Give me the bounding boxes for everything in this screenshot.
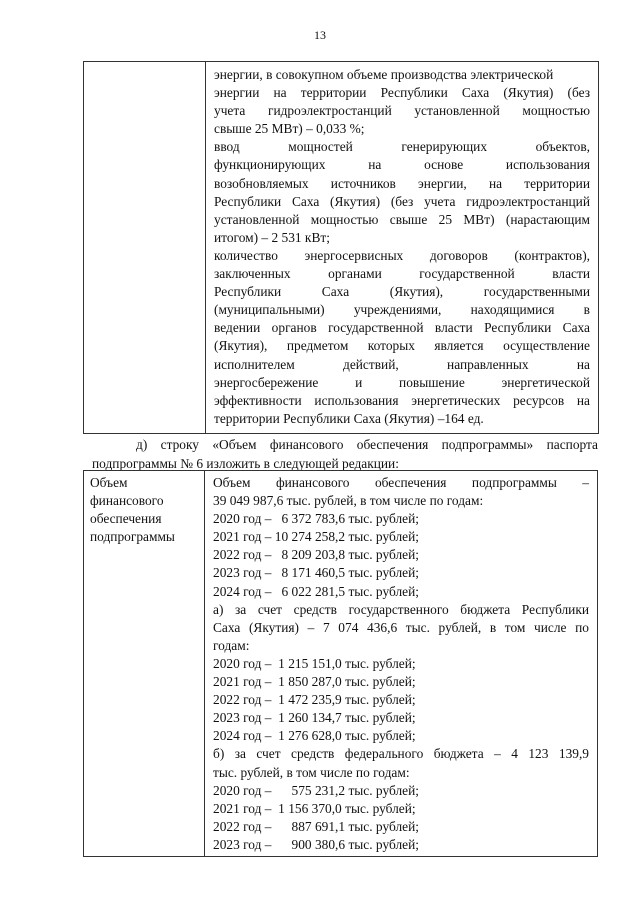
text-line: функционирующих на основе использования — [214, 157, 590, 173]
text-line: 2022 год – 887 691,1 тыс. рублей; — [213, 818, 419, 834]
text-line: (муниципальными) учреждениями, находящимися в — [214, 302, 590, 318]
text-line: свыше 25 МВт) – 0,033 %; — [214, 121, 365, 137]
funding-label-cell — [84, 471, 205, 857]
text-line: 2023 год – 8 171 460,5 тыс. рублей; — [213, 565, 419, 581]
table-right-cell — [206, 62, 599, 434]
text-line: Республики Саха (Якутия), государственными — [214, 284, 590, 300]
text-line: Республики Саха (Якутия) (без учета гидроэлектростанций — [214, 193, 590, 209]
text-line: 2022 год – 8 209 203,8 тыс. рублей; — [213, 547, 419, 563]
text-line: б) за счет средств федерального бюджета – 4 123 139,9 — [213, 746, 589, 762]
text-line: энергосбережение и повышение энергетической — [214, 374, 590, 390]
text-line: 2022 год – 1 472 235,9 тыс. рублей; — [213, 692, 416, 708]
table-left-cell — [84, 62, 206, 434]
text-line: а) за счет средств государственного бюджета Республики — [213, 601, 589, 617]
amendment-paragraph — [92, 436, 598, 473]
text-line: 2023 год – 1 260 134,7 тыс. рублей; — [213, 710, 416, 726]
text-line: энергии, в совокупном объеме производства электрической — [214, 67, 554, 82]
text-line: эффективности использования энергетических ресурсов на — [214, 392, 590, 408]
text-line: 2021 год – 10 274 258,2 тыс. рублей; — [213, 529, 419, 545]
text-line: 39 049 987,6 тыс. рублей, в том числе по годам: — [213, 493, 484, 509]
funding-value-cell — [205, 471, 598, 857]
text-line: 2021 год – 1 156 370,0 тыс. рублей; — [213, 800, 416, 816]
label-line: Объем — [90, 475, 128, 490]
text-line: итогом) – 2 531 кВт; — [214, 229, 330, 245]
text-line: Саха (Якутия) – 7 074 436,6 тыс. рублей, в том числе по — [213, 619, 589, 635]
text-line: 2024 год – 6 022 281,5 тыс. рублей; — [213, 583, 419, 599]
paragraph-line: подпрограммы № 6 изложить в следующей редакции: — [92, 455, 399, 471]
text-line: установленной мощностью свыше 25 МВт) (нарастающим — [214, 211, 590, 227]
text-line: 2021 год – 1 850 287,0 тыс. рублей; — [213, 674, 416, 690]
text-line: 2020 год – 1 215 151,0 тыс. рублей; — [213, 655, 416, 671]
continuation-table — [83, 61, 599, 434]
text-line: энергии на территории Республики Саха (Якутия) (без — [214, 85, 590, 101]
text-line: 2020 год – 575 231,2 тыс. рублей; — [213, 782, 419, 798]
label-line: обеспечения — [90, 511, 162, 527]
text-line: тыс. рублей, в том числе по годам: — [213, 764, 410, 780]
text-line: территории Республики Саха (Якутия) –164 ед. — [214, 410, 484, 426]
text-line: 2024 год – 1 276 628,0 тыс. рублей; — [213, 728, 416, 744]
text-line: возобновляемых источников энергии, на территории — [214, 175, 590, 191]
label-line: финансового — [90, 493, 164, 509]
text-line: 2023 год – 900 380,6 тыс. рублей; — [213, 836, 419, 852]
text-line: 2020 год – 6 372 783,6 тыс. рублей; — [213, 511, 419, 527]
text-line: Объем финансового обеспечения подпрограммы – — [213, 475, 589, 490]
text-line: учета гидроэлектростанций установленной мощностью — [214, 103, 590, 119]
text-line: ввод мощностей генерирующих объектов, — [214, 139, 590, 155]
text-line: заключенных органами государственной власти — [214, 266, 590, 282]
funding-table — [83, 470, 598, 857]
text-line: годам: — [213, 637, 250, 653]
page-number: 13 — [314, 28, 326, 42]
label-line: подпрограммы — [90, 529, 175, 545]
text-line: исполнителем действий, направленных на — [214, 356, 590, 372]
text-line: (Якутия), предметом которых является осуществление — [214, 338, 590, 354]
text-line: количество энергосервисных договоров (контрактов), — [214, 247, 590, 263]
paragraph-line: д) строку «Объем финансового обеспечения подпрограммы» паспорта — [136, 437, 598, 452]
text-line: ведении органов государственной власти Республики Саха — [214, 320, 590, 336]
